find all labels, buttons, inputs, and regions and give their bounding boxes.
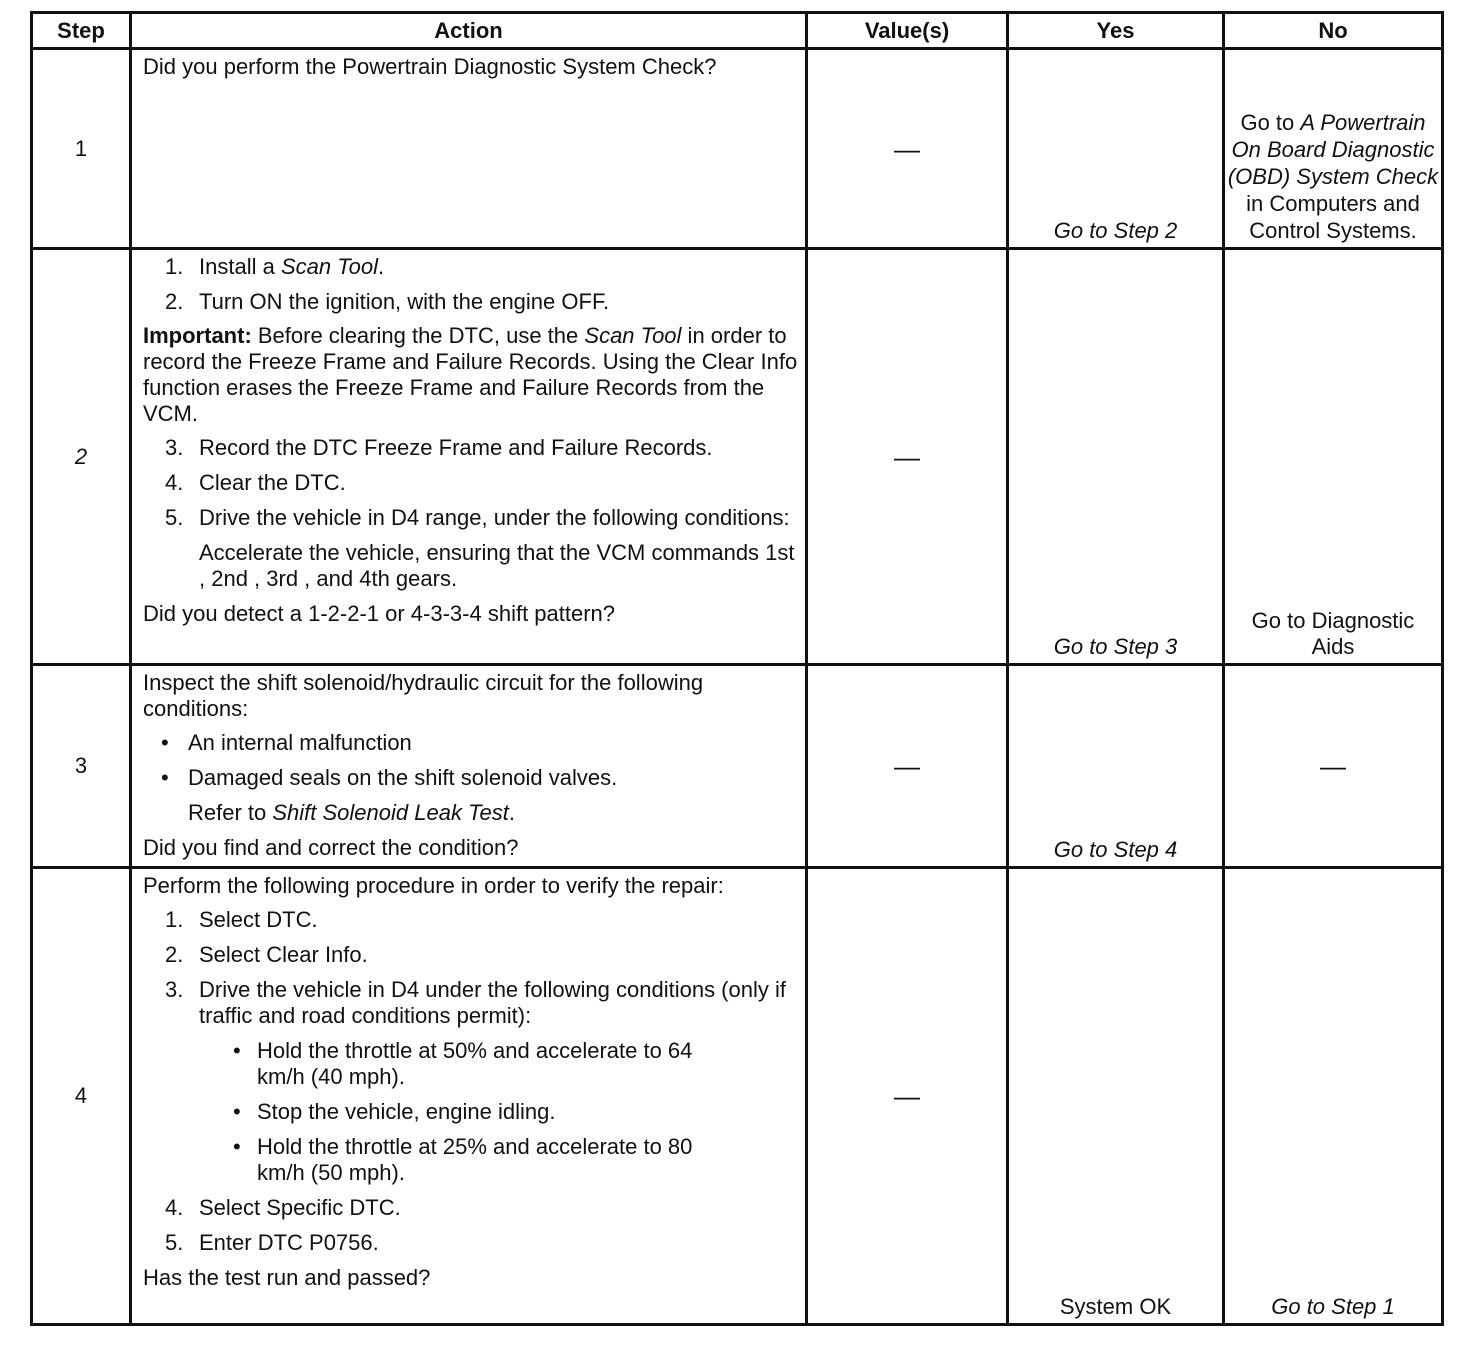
list-item bbox=[165, 470, 799, 496]
list-number: 5. bbox=[165, 1230, 184, 1255]
list-text: Select Specific DTC. bbox=[199, 1195, 401, 1220]
important-label: Important: bbox=[143, 323, 252, 348]
table-row bbox=[32, 665, 1443, 868]
list-number: 2. bbox=[165, 289, 184, 314]
bullet-dot: • bbox=[233, 1099, 241, 1124]
sub-bullet-text: Hold the throttle at 50% and accelerate to 64 km/h (40 mph). bbox=[257, 1038, 693, 1089]
table-row bbox=[32, 49, 1443, 249]
list-item bbox=[165, 977, 799, 1029]
bullet-dot: • bbox=[233, 1134, 241, 1159]
list-text: Turn ON the ignition, with the engine OFF. bbox=[199, 289, 610, 314]
sub-bullet-item bbox=[165, 1038, 799, 1090]
value-cell: — bbox=[807, 49, 1008, 249]
list-number: 3. bbox=[165, 977, 184, 1002]
action-cell bbox=[131, 49, 807, 249]
list-item bbox=[165, 254, 799, 280]
list-text: Select Clear Info. bbox=[199, 942, 368, 967]
list-number: 4. bbox=[165, 1195, 184, 1220]
scan-tool-ref: Scan Tool bbox=[280, 254, 378, 279]
list-text: Drive the vehicle in D4 range, under the following conditions: bbox=[199, 505, 790, 530]
action-cell bbox=[131, 665, 807, 868]
no-link[interactable]: A Powertrain On Board Diagnostic (OBD) System Check bbox=[1227, 110, 1439, 189]
header-action: Action bbox=[131, 13, 807, 49]
list-number: 4. bbox=[165, 470, 184, 495]
sub-bullet-item bbox=[165, 1099, 799, 1125]
important-note bbox=[143, 323, 799, 427]
yes-cell[interactable] bbox=[1008, 49, 1224, 249]
bullet-dot: • bbox=[233, 1038, 241, 1063]
no-cell[interactable] bbox=[1224, 49, 1443, 249]
list-number: 1. bbox=[165, 907, 184, 932]
list-text: Record the DTC Freeze Frame and Failure Records. bbox=[199, 435, 713, 460]
important-text: in order to record the Freeze Frame and Failure Records. Using the Clear Info function erases the Freeze Frame and Failure Records from the VCM. bbox=[143, 323, 798, 426]
table-row bbox=[32, 249, 1443, 665]
no-link[interactable]: Go to Diagnostic Aids bbox=[1251, 608, 1415, 659]
header-step: Step bbox=[32, 13, 131, 49]
action-list bbox=[143, 254, 799, 315]
sub-bullet-item bbox=[165, 1134, 799, 1186]
list-item bbox=[165, 1195, 799, 1221]
list-text: Clear the DTC. bbox=[199, 470, 346, 495]
bullet-dot: • bbox=[161, 730, 169, 755]
refer-end: . bbox=[508, 800, 515, 825]
bullet-item bbox=[143, 730, 799, 756]
bullet-text: Damaged seals on the shift solenoid valves. bbox=[188, 765, 618, 790]
no-prefix: Go to bbox=[1240, 110, 1301, 135]
list-text: Select DTC. bbox=[199, 907, 318, 932]
value-cell: — bbox=[807, 868, 1008, 1325]
no-cell[interactable] bbox=[1224, 249, 1443, 665]
no-cell: — bbox=[1224, 665, 1443, 868]
bullet-text: An internal malfunction bbox=[188, 730, 412, 755]
diagnostic-table bbox=[30, 11, 1444, 1326]
list-number: 1. bbox=[165, 254, 184, 279]
action-question: Did you find and correct the condition? bbox=[143, 835, 519, 860]
list-item bbox=[165, 435, 799, 461]
action-intro: Perform the following procedure in order to verify the repair: bbox=[143, 873, 724, 898]
action-question: Has the test run and passed? bbox=[143, 1265, 431, 1290]
list-item bbox=[165, 505, 799, 531]
list-text: Enter DTC P0756. bbox=[199, 1230, 379, 1255]
table-row bbox=[32, 868, 1443, 1325]
action-intro: Inspect the shift solenoid/hydraulic circuit for the following conditions: bbox=[143, 670, 704, 721]
value-cell: — bbox=[807, 665, 1008, 868]
yes-cell[interactable] bbox=[1008, 868, 1224, 1325]
list-text-end: . bbox=[377, 254, 385, 279]
sub-bullet-text: Stop the vehicle, engine idling. bbox=[257, 1099, 556, 1124]
yes-link[interactable]: Go to Step 4 bbox=[1053, 837, 1178, 862]
yes-link[interactable]: System OK bbox=[1059, 1294, 1172, 1319]
header-values: Value(s) bbox=[807, 13, 1008, 49]
list-text bbox=[199, 254, 799, 280]
no-link[interactable]: Go to Step 1 bbox=[1271, 1294, 1395, 1319]
list-text: Drive the vehicle in D4 under the following conditions (only if traffic and road conditions permit): bbox=[199, 977, 786, 1028]
bullet-item bbox=[143, 765, 799, 791]
action-question: Did you perform the Powertrain Diagnostic System Check? bbox=[143, 54, 717, 79]
bullet-dot: • bbox=[161, 765, 169, 790]
action-list bbox=[143, 435, 799, 592]
header-yes: Yes bbox=[1008, 13, 1224, 49]
yes-link[interactable]: Go to Step 3 bbox=[1053, 634, 1178, 659]
list-subtext: Accelerate the vehicle, ensuring that the VCM commands 1st , 2nd , 3rd , and 4th gears. bbox=[199, 540, 795, 591]
list-number: 3. bbox=[165, 435, 184, 460]
list-text-part: Install a bbox=[199, 254, 281, 279]
no-suffix: in Computers and Control Systems. bbox=[1246, 191, 1420, 243]
leak-test-link[interactable]: Shift Solenoid Leak Test bbox=[272, 800, 509, 825]
important-text: Before clearing the DTC, use the bbox=[251, 323, 585, 348]
list-item bbox=[165, 942, 799, 968]
scan-tool-ref: Scan Tool bbox=[584, 323, 682, 348]
action-cell bbox=[131, 868, 807, 1325]
yes-link[interactable]: Go to Step 2 bbox=[1053, 218, 1178, 243]
no-cell[interactable] bbox=[1224, 868, 1443, 1325]
list-item bbox=[165, 907, 799, 933]
yes-cell[interactable] bbox=[1008, 665, 1224, 868]
list-item bbox=[165, 289, 799, 315]
refer-text: Refer to bbox=[188, 800, 273, 825]
list-number: 2. bbox=[165, 942, 184, 967]
action-question: Did you detect a 1-2-2-1 or 4-3-3-4 shift pattern? bbox=[143, 601, 616, 626]
header-row bbox=[32, 13, 1443, 49]
step-number: 1 bbox=[32, 49, 131, 249]
step-number: 4 bbox=[32, 868, 131, 1325]
action-list bbox=[143, 907, 799, 1256]
header-no: No bbox=[1224, 13, 1443, 49]
action-cell bbox=[131, 249, 807, 665]
value-cell: — bbox=[807, 249, 1008, 665]
refer-note bbox=[143, 800, 799, 826]
list-item bbox=[165, 1230, 799, 1256]
list-number: 5. bbox=[165, 505, 184, 530]
yes-cell[interactable] bbox=[1008, 249, 1224, 665]
step-number: 2 bbox=[32, 249, 131, 665]
sub-bullet-text: Hold the throttle at 25% and accelerate to 80 km/h (50 mph). bbox=[257, 1134, 693, 1185]
step-number: 3 bbox=[32, 665, 131, 868]
